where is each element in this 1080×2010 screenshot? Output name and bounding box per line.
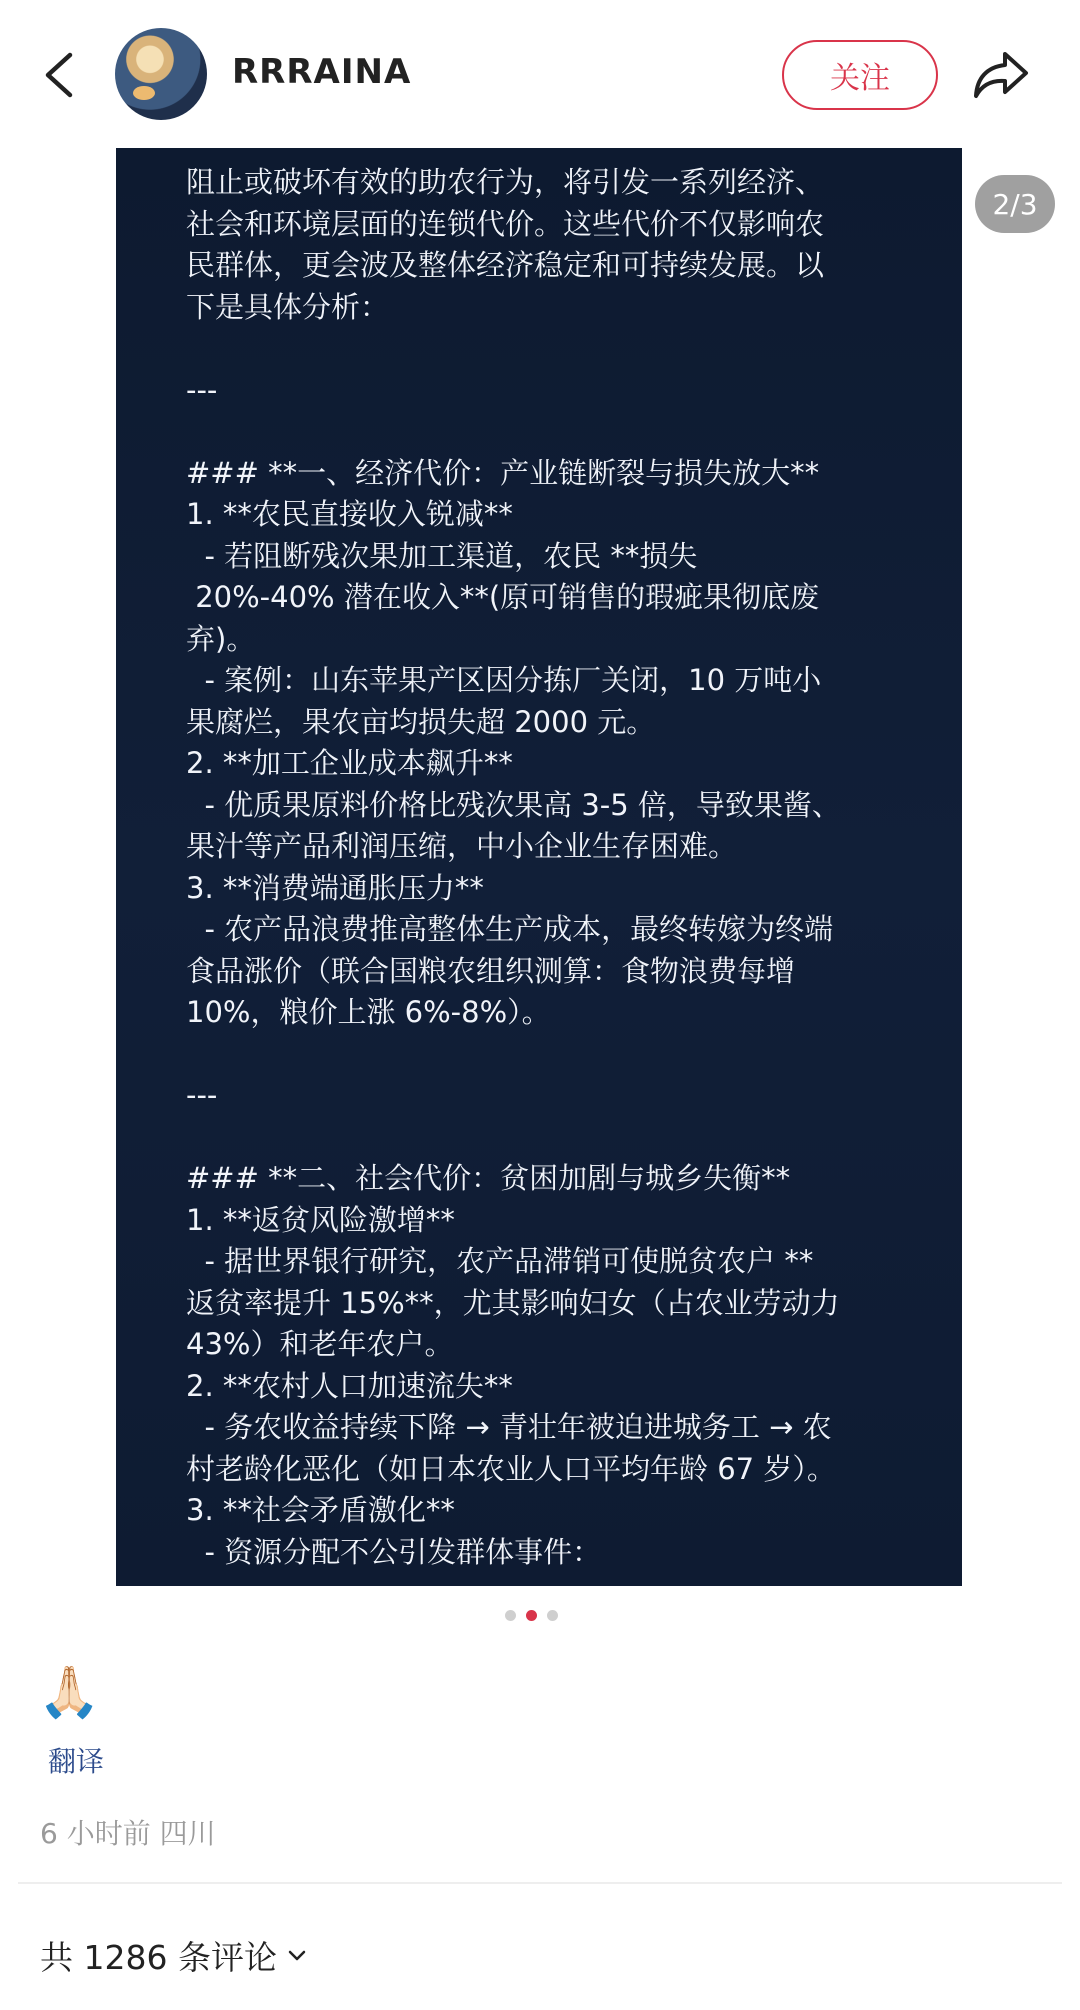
screenshot-line: - 务农收益持续下降 → 青壮年被迫进城务工 → 农: [186, 1410, 832, 1444]
avatar-glow: [133, 86, 155, 100]
screenshot-line: 阻止或破坏有效的助农行为，将引发一系列经济、: [186, 165, 825, 199]
username[interactable]: RRRAINA: [232, 52, 412, 92]
header: [0, 0, 1080, 150]
carousel-dot[interactable]: [505, 1610, 516, 1621]
chevron-down-icon: [285, 1944, 309, 1968]
screenshot-line: [186, 1034, 906, 1076]
share-icon[interactable]: [972, 48, 1030, 102]
screenshot-line: - 优质果原料价格比残次果高 3-5 倍，导致果酱、: [186, 787, 841, 822]
follow-button[interactable]: 关注: [782, 40, 938, 110]
screenshot-line: 10%，粮价上涨 6%-8%）。: [186, 995, 551, 1029]
screenshot-line: 1. **农民直接收入锐减**: [186, 497, 513, 531]
screenshot-line: 1. **返贫风险激增**: [186, 1202, 455, 1237]
comments-count-label: 共 1286 条评论: [40, 1938, 277, 1977]
screenshot-line: - 资源分配不公引发群体事件：: [186, 1534, 602, 1569]
screenshot-line: 20%-40% 潜在收入**(原可销售的瑕疵果彻底废: [186, 580, 820, 614]
screenshot-line: 2. **加工企业成本飙升**: [186, 746, 513, 780]
screenshot-line: - 若阻断残次果加工渠道，农民 **损失: [186, 538, 698, 573]
carousel-dot[interactable]: [526, 1610, 537, 1621]
screenshot-line: [186, 411, 906, 453]
screenshot-line: 2. **农村人口加速流失**: [186, 1368, 513, 1403]
translate-button[interactable]: 翻译: [48, 1745, 105, 1778]
screenshot-line: [186, 328, 906, 370]
screenshot-line: [186, 1117, 906, 1159]
screenshot-line: ---: [186, 372, 218, 407]
screenshot-line: - 案例：山东苹果产区因分拣厂关闭，10 万吨小: [186, 663, 822, 697]
screenshot-line: 返贫率提升 15%**，尤其影响妇女（占农业劳动力: [186, 1285, 840, 1320]
caption-emoji: 🙏🏻: [38, 1663, 101, 1721]
post-image[interactable]: [116, 148, 962, 1586]
screenshot-line: 下是具体分析：: [186, 289, 390, 324]
screenshot-line: 社会和环境层面的连锁代价。这些代价不仅影响农: [186, 206, 825, 241]
screenshot-line: - 据世界银行研究，农产品滞销可使脱贫农户 **: [186, 1244, 814, 1278]
screenshot-line: 弃)。: [186, 621, 256, 656]
comments-count-button[interactable]: [40, 1932, 309, 1979]
screenshot-line: ### **二、社会代价：贫困加剧与城乡失衡**: [186, 1161, 791, 1195]
screenshot-line: - 农产品浪费推高整体生产成本，最终转嫁为终端: [186, 912, 834, 946]
screenshot-line: 村老龄化恶化（如日本农业人口平均年龄 67 岁）。: [186, 1451, 836, 1486]
carousel-indicator: [505, 1610, 558, 1621]
screenshot-line: 果腐烂，果农亩均损失超 2000 元。: [186, 704, 656, 739]
screenshot-line: ---: [186, 1078, 218, 1112]
screenshot-text: [186, 162, 906, 1573]
carousel-dot[interactable]: [547, 1610, 558, 1621]
screenshot-line: 3. **消费端通胀压力**: [186, 870, 484, 905]
screenshot-line: 果汁等产品利润压缩，中小企业生存困难。: [186, 829, 738, 863]
back-arrow-icon[interactable]: [40, 50, 80, 100]
screenshot-line: ### **一、经济代价：产业链断裂与损失放大**: [186, 455, 820, 490]
avatar[interactable]: [115, 28, 207, 120]
screenshot-line: 43%）和老年农户。: [186, 1327, 454, 1361]
screenshot-line: 3. **社会矛盾激化**: [186, 1493, 455, 1527]
divider: [18, 1882, 1062, 1884]
page-counter: 2/3: [975, 175, 1055, 233]
screenshot-line: 民群体，更会波及整体经济稳定和可持续发展。以: [186, 248, 825, 282]
screenshot-line: 食品涨价（联合国粮农组织测算：食物浪费每增: [186, 953, 796, 988]
post-meta: 6 小时前 四川: [40, 1817, 216, 1850]
